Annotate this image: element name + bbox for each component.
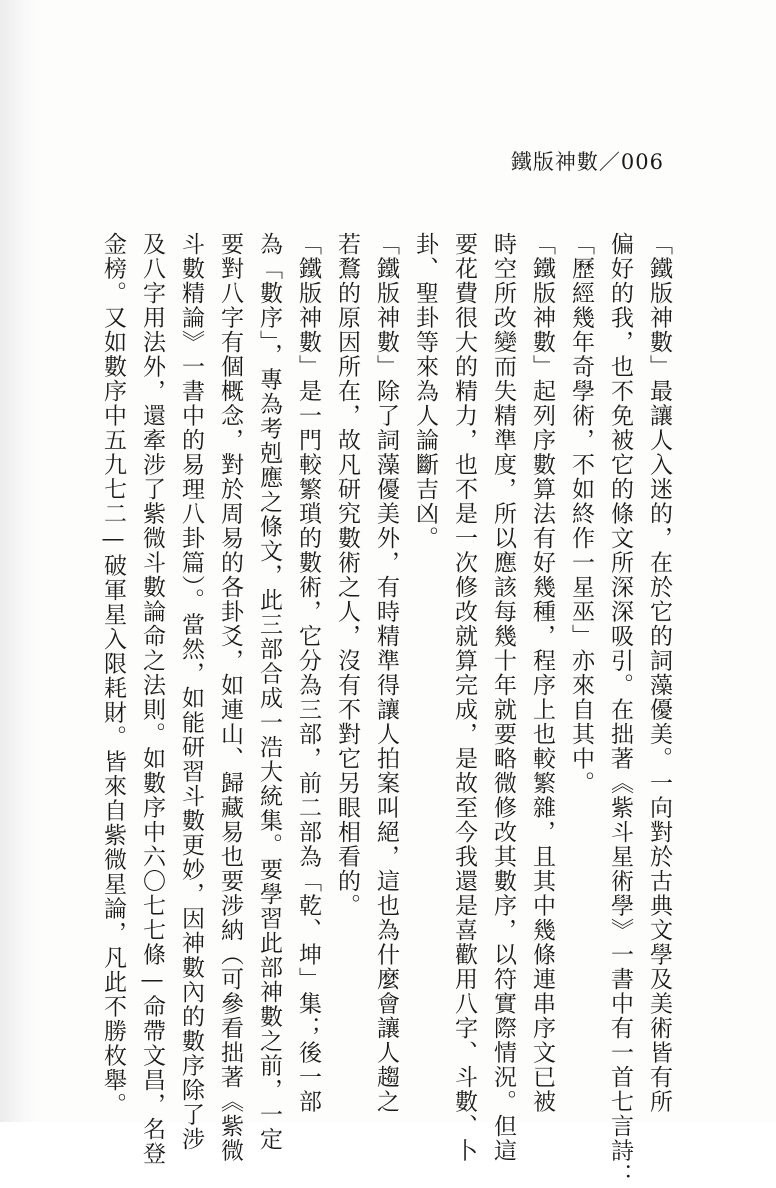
- text-column-2: 偏好的我，也不免被它的條文所深深吸引。在拙著《紫斗星術學》一書中有一首七言詩：: [607, 232, 633, 1188]
- text-column-9: 若鶩的原因所在，故凡研究數術之人，沒有不對它另眼相看的。: [334, 232, 360, 918]
- text-column-6: 要花費很大的精力，也不是一次修改就算完成，是故至今我還是喜歡用八字、斗數、卜: [451, 232, 477, 1163]
- text-column-4: 「鐵版神數」起列序數算法有好幾種，程序上也較繁雜，且其中幾條連串序文已被: [529, 232, 555, 1114]
- text-column-1: 「鐵版神數」最讓人入迷的，在於它的詞藻優美。一向對於古典文學及美術皆有所: [646, 232, 672, 1114]
- text-column-5: 時空所改變而失精準度，所以應該每幾十年就要略微修改其數序，以符實際情況。但這: [490, 232, 516, 1163]
- page-header: 鐵版神數／006: [510, 150, 664, 174]
- text-column-10: 「鐵版神數」是一門較繁瑣的數術，它分為三部，前二部為「乾、坤」集；後一部: [295, 232, 321, 1114]
- text-column-15: 金榜。又如數序中五九七二—破軍星入限耗財。皆來自紫微星論，凡此不勝枚舉。: [100, 232, 126, 1117]
- text-column-12: 要對八字有個概念，對於周易的各卦爻，如連山、歸藏易也要涉納（可參看拙著《紫微: [217, 232, 243, 1163]
- text-column-8: 「鐵版神數」除了詞藻優美外，有時精準得讓人拍案叫絕，這也為什麼會讓人趨之: [373, 232, 399, 1114]
- scan-shadow: [0, 0, 40, 1122]
- vertical-text-block: [96, 232, 676, 1188]
- text-column-11: 為「數序」，專為考剋應之條文，此三部合成一浩大統集。要學習此部神數之前，一定: [256, 232, 282, 1152]
- text-column-7: 卦、聖卦等來為人論斷吉凶。: [412, 232, 438, 551]
- text-column-3: 「歷經幾年奇學術，不如終作一星巫」亦來自其中。: [568, 232, 594, 796]
- text-column-13: 斗數精論》一書中的易理八卦篇）。當然，如能研習斗數更妙，因神數內的數序除了涉: [178, 232, 204, 1152]
- text-column-14: 及八字用法外，還牽涉了紫微斗數論命之法則。如數序中六〇七七條—命帶文昌，名登: [139, 232, 165, 1166]
